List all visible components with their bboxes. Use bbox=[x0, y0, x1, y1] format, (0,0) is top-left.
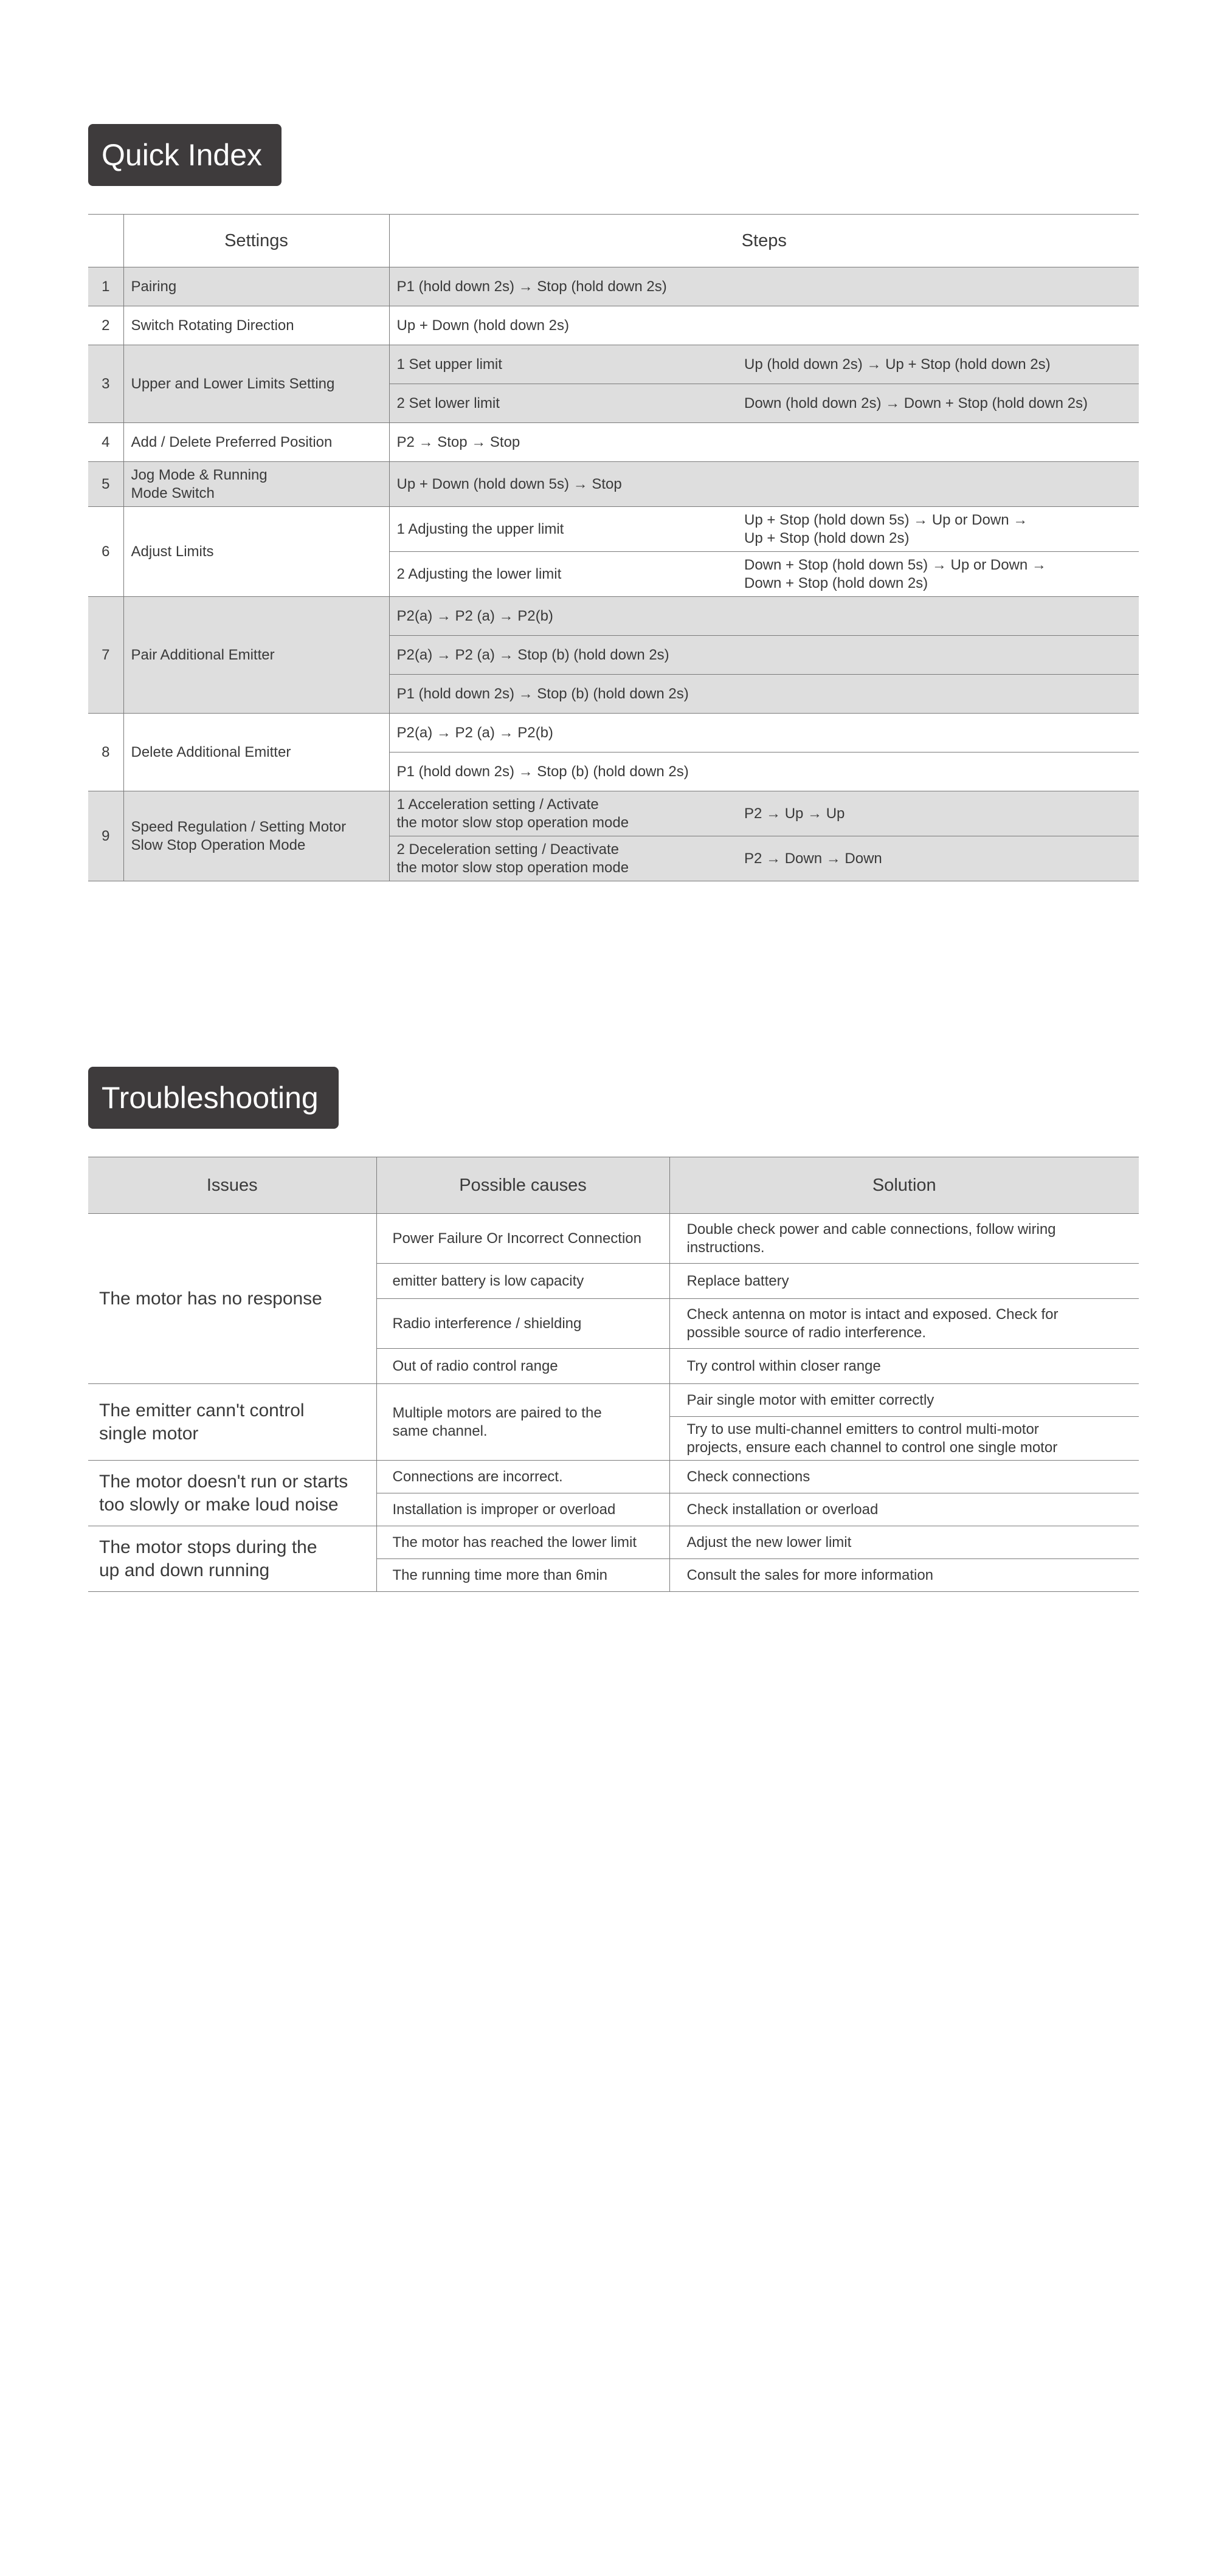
cause-cell: Connections are incorrect. bbox=[376, 1461, 669, 1493]
header-causes: Possible causes bbox=[376, 1157, 669, 1214]
solution-cell: Check antenna on motor is intact and exposed. Check for possible source of radio interference. bbox=[669, 1299, 1139, 1349]
row-number: 3 bbox=[88, 345, 123, 423]
issue-cell: The motor stops during the up and down running bbox=[88, 1526, 376, 1592]
cause-cell: The running time more than 6min bbox=[376, 1559, 669, 1592]
solution-cell: Replace battery bbox=[669, 1264, 1139, 1299]
quick-index-title: Quick Index bbox=[102, 138, 263, 172]
table-row bbox=[88, 507, 1139, 552]
cause-cell: emitter battery is low capacity bbox=[376, 1264, 669, 1299]
step-cell: Up + Stop (hold down 5s) → Up or Down → Up + Stop (hold down 2s) bbox=[739, 507, 1139, 552]
solution-cell: Pair single motor with emitter correctly bbox=[669, 1384, 1139, 1417]
solution-cell: Double check power and cable connections, follow wiring instructions. bbox=[669, 1214, 1139, 1264]
row-number: 8 bbox=[88, 714, 123, 791]
setting-cell: Adjust Limits bbox=[123, 507, 389, 597]
setting-cell: Pair Additional Emitter bbox=[123, 597, 389, 714]
table-row bbox=[88, 306, 1139, 345]
setting-cell: Pairing bbox=[123, 267, 389, 306]
step-cell: Down + Stop (hold down 5s) → Up or Down → Down + Stop (hold down 2s) bbox=[739, 552, 1139, 597]
setting-cell: Jog Mode & Running Mode Switch bbox=[123, 462, 389, 507]
step-cell: P2(a) → P2 (a) → Stop (b) (hold down 2s) bbox=[389, 636, 1139, 675]
row-number: 7 bbox=[88, 597, 123, 714]
cause-cell: Radio interference / shielding bbox=[376, 1299, 669, 1349]
quick-index-header-row bbox=[88, 215, 1139, 267]
table-row bbox=[88, 423, 1139, 462]
cause-cell: Out of radio control range bbox=[376, 1349, 669, 1384]
table-row bbox=[88, 714, 1139, 752]
quick-index-heading bbox=[88, 124, 282, 186]
step-cell: Down (hold down 2s) → Down + Stop (hold down 2s) bbox=[739, 384, 1139, 423]
table-row bbox=[88, 791, 1139, 836]
table-row bbox=[88, 1214, 1139, 1264]
solution-cell: Try control within closer range bbox=[669, 1349, 1139, 1384]
setting-cell: Add / Delete Preferred Position bbox=[123, 423, 389, 462]
sub-label-cell: 2 Set lower limit bbox=[389, 384, 739, 423]
step-cell: P2(a) → P2 (a) → P2(b) bbox=[389, 714, 1139, 752]
step-cell: P2 → Up → Up bbox=[739, 791, 1139, 836]
setting-cell: Speed Regulation / Setting Motor Slow Stop Operation Mode bbox=[123, 791, 389, 881]
setting-cell: Delete Additional Emitter bbox=[123, 714, 389, 791]
step-cell: P2 → Stop → Stop bbox=[389, 423, 1139, 462]
header-steps: Steps bbox=[389, 215, 1139, 267]
setting-cell: Upper and Lower Limits Setting bbox=[123, 345, 389, 423]
step-cell: Up + Down (hold down 5s) → Stop bbox=[389, 462, 1139, 507]
solution-cell: Check installation or overload bbox=[669, 1493, 1139, 1526]
step-cell: P1 (hold down 2s) → Stop (hold down 2s) bbox=[389, 267, 1139, 306]
step-cell: P2 → Down → Down bbox=[739, 836, 1139, 881]
row-number: 1 bbox=[88, 267, 123, 306]
troubleshooting-title: Troubleshooting bbox=[102, 1081, 319, 1115]
sub-label-cell: 1 Set upper limit bbox=[389, 345, 739, 384]
table-row bbox=[88, 1526, 1139, 1559]
solution-cell: Check connections bbox=[669, 1461, 1139, 1493]
cause-cell: Installation is improper or overload bbox=[376, 1493, 669, 1526]
quick-index-table bbox=[88, 214, 1139, 881]
setting-cell: Switch Rotating Direction bbox=[123, 306, 389, 345]
step-cell: Up + Down (hold down 2s) bbox=[389, 306, 1139, 345]
header-number bbox=[88, 215, 123, 267]
troubleshooting-heading bbox=[88, 1067, 339, 1129]
step-cell: P1 (hold down 2s) → Stop (b) (hold down 2s) bbox=[389, 752, 1139, 791]
solution-cell: Try to use multi-channel emitters to control multi-motor projects, ensure each channel to control one single motor bbox=[669, 1417, 1139, 1461]
step-cell: Up (hold down 2s) → Up + Stop (hold down 2s) bbox=[739, 345, 1139, 384]
cause-cell: Multiple motors are paired to the same channel. bbox=[376, 1384, 669, 1461]
table-row bbox=[88, 1461, 1139, 1493]
header-issues: Issues bbox=[88, 1157, 376, 1214]
issue-cell: The motor doesn't run or starts too slowly or make loud noise bbox=[88, 1461, 376, 1526]
sub-label-cell: 2 Deceleration setting / Deactivate the motor slow stop operation mode bbox=[389, 836, 739, 881]
table-row bbox=[88, 597, 1139, 636]
step-cell: P1 (hold down 2s) → Stop (b) (hold down 2s) bbox=[389, 675, 1139, 714]
table-row bbox=[88, 345, 1139, 384]
table-row bbox=[88, 462, 1139, 507]
step-cell: P2(a) → P2 (a) → P2(b) bbox=[389, 597, 1139, 636]
solution-cell: Consult the sales for more information bbox=[669, 1559, 1139, 1592]
cause-cell: The motor has reached the lower limit bbox=[376, 1526, 669, 1559]
row-number: 6 bbox=[88, 507, 123, 597]
row-number: 2 bbox=[88, 306, 123, 345]
header-solution: Solution bbox=[669, 1157, 1139, 1214]
header-settings: Settings bbox=[123, 215, 389, 267]
table-row bbox=[88, 1384, 1139, 1417]
table-row bbox=[88, 267, 1139, 306]
sub-label-cell: 1 Adjusting the upper limit bbox=[389, 507, 739, 552]
cause-cell: Power Failure Or Incorrect Connection bbox=[376, 1214, 669, 1264]
row-number: 5 bbox=[88, 462, 123, 507]
issue-cell: The motor has no response bbox=[88, 1214, 376, 1384]
solution-cell: Adjust the new lower limit bbox=[669, 1526, 1139, 1559]
troubleshooting-header-row bbox=[88, 1157, 1139, 1214]
sub-label-cell: 1 Acceleration setting / Activate the motor slow stop operation mode bbox=[389, 791, 739, 836]
troubleshooting-table bbox=[88, 1157, 1139, 1592]
sub-label-cell: 2 Adjusting the lower limit bbox=[389, 552, 739, 597]
issue-cell: The emitter cann't control single motor bbox=[88, 1384, 376, 1461]
row-number: 4 bbox=[88, 423, 123, 462]
row-number: 9 bbox=[88, 791, 123, 881]
